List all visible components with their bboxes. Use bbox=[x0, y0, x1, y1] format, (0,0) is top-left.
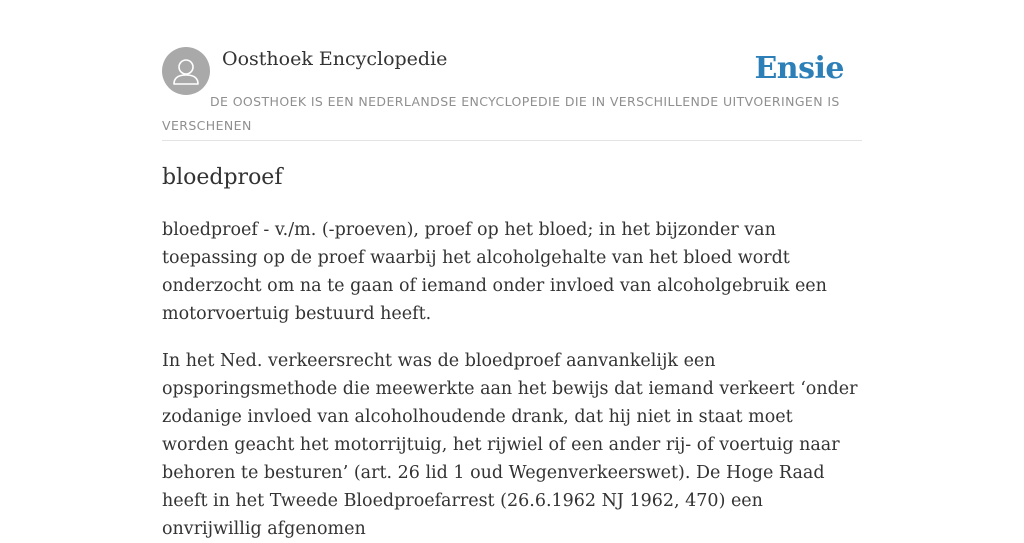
article-paragraph: In het Ned. verkeersrecht was de bloedproef aanvankelijk een opsporingsmethode die meewerkte aan het bewijs dat iemand verkeert ‘onder zodanige invloed van alcoholhoudende drank, dat hij niet in staat moet worden geacht het motorrijtuig, het rijwiel of een ander rij- of voertuig naar behoren te besturen’ (art. 26 lid 1 oud Wegenverkeerswet). De Hoge Raad heeft in het Tweede Bloedproefarrest (26.6.1962 NJ 1962, 470) een onvrijwillig afgenomen bbox=[162, 351, 858, 539]
page-title: bloedproef bbox=[162, 165, 283, 190]
site-title[interactable]: Oosthoek Encyclopedie bbox=[222, 48, 448, 70]
avatar[interactable] bbox=[162, 47, 210, 95]
site-tagline: DE OOSTHOEK IS EEN NEDERLANDSE ENCYCLOPEDIE DIE IN VERSCHILLENDE UITVOERINGEN IS VERSCHENEN bbox=[162, 94, 840, 133]
article-paragraph: bloedproef - v./m. (-proeven), proef op het bloed; in het bijzonder van toepassing op de proef waarbij het alcoholgehalte van het bloed wordt onderzocht om na te gaan of iemand onder invloed van alcoholgebruik een motorvoertuig bestuurd heeft. bbox=[162, 220, 827, 324]
ensie-logo[interactable]: Ensie bbox=[754, 51, 844, 86]
site-header bbox=[162, 44, 862, 141]
article bbox=[162, 160, 864, 543]
user-icon bbox=[162, 47, 210, 95]
